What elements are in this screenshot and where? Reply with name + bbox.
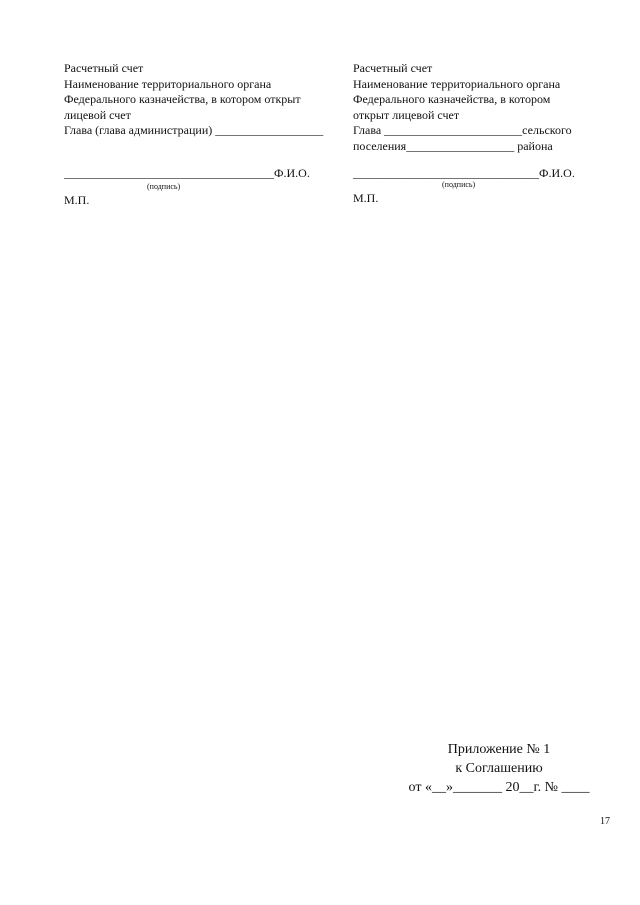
- right-stamp-place: М.П.: [353, 191, 379, 205]
- appendix-title: Приложение № 1: [447, 742, 551, 757]
- left-stamp-place: М.П.: [64, 193, 90, 207]
- left-requisites: [64, 61, 346, 139]
- left-treasury-name: Наименование территориального органа: [64, 76, 272, 91]
- right-personal-account: открыт лицевой счет: [353, 107, 460, 122]
- left-personal-account: лицевой счет: [64, 107, 131, 122]
- right-account: Расчетный счет: [353, 61, 433, 75]
- right-settlement: поселения__________________ района: [353, 138, 553, 153]
- right-signature-line: _______________________________Ф.И.О.: [353, 166, 575, 180]
- right-signature-caption: (подпись): [442, 180, 476, 189]
- left-signature-line: ___________________________________Ф.И.О.: [64, 166, 310, 180]
- appendix-subtitle: к Соглашению: [455, 761, 543, 776]
- page-number: 17: [600, 816, 610, 827]
- appendix-reference: от «__»_______ 20__г. № ____: [408, 780, 590, 795]
- appendix-block: [390, 740, 608, 797]
- left-head: Глава (глава администрации) __________________: [64, 123, 324, 137]
- right-requisites: [353, 61, 608, 154]
- right-head: Глава _______________________сельского: [353, 123, 572, 137]
- right-treasury-name-cont: Федерального казначейства, в котором: [353, 92, 551, 106]
- left-treasury-name-cont: Федерального казначейства, в котором открыт: [64, 92, 301, 106]
- right-treasury-name: Наименование территориального органа: [353, 76, 561, 91]
- left-account: Расчетный счет: [64, 61, 144, 75]
- left-signature-caption: (подпись): [147, 182, 181, 191]
